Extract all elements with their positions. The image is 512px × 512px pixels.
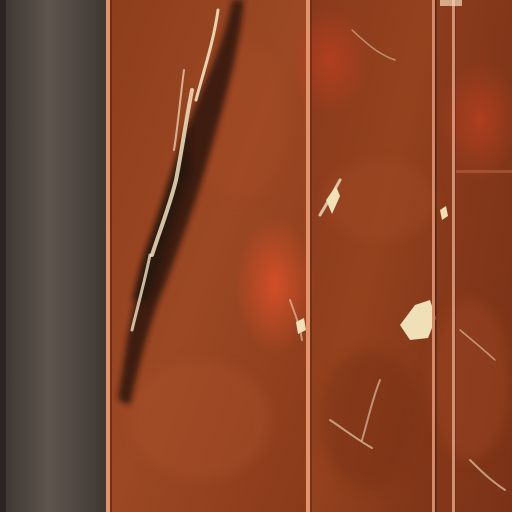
- left-grey-strip: [0, 0, 108, 512]
- left-strip-edge: [0, 0, 6, 512]
- top-highlight: [440, 0, 462, 6]
